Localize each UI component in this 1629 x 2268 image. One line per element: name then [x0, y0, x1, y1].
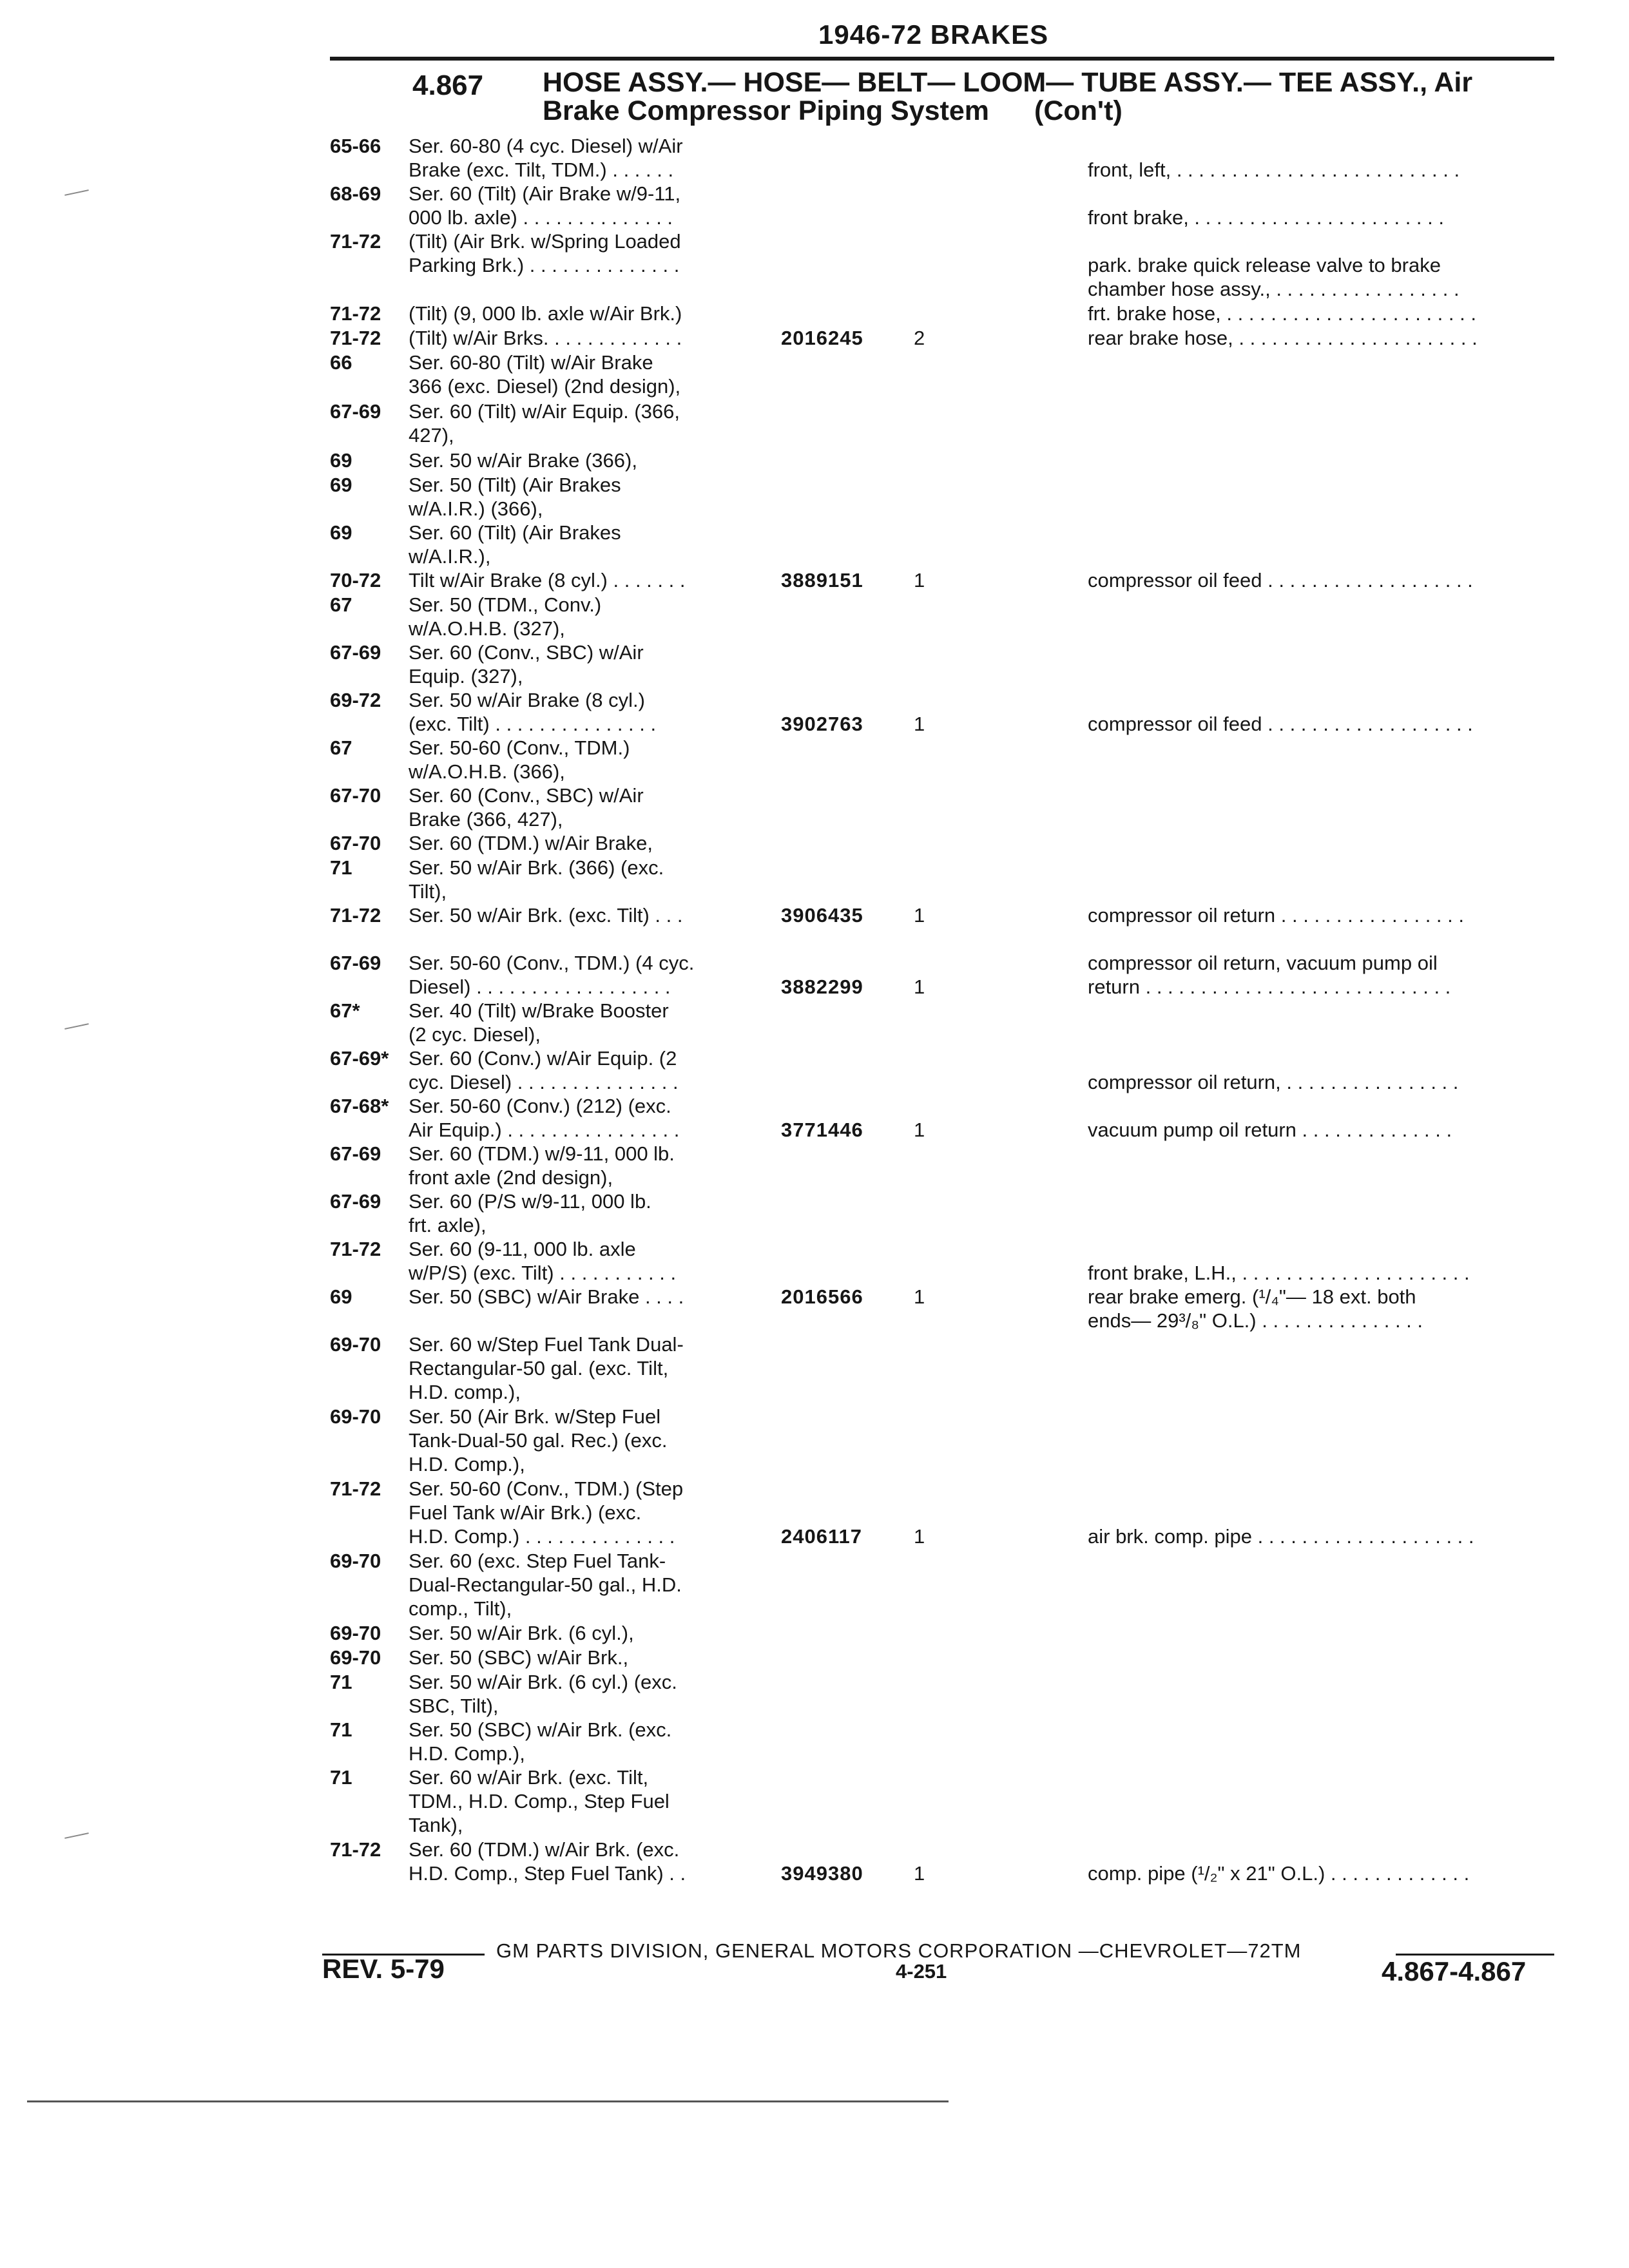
description-cell: Ser. 50 (Tilt) (Air Brakes w/A.I.R.) (366),: [409, 474, 621, 520]
description-cell: Ser. 60 (TDM.) w/9-11, 000 lb. front axle (2nd design),: [409, 1142, 675, 1189]
part-number-cell: 2016566: [781, 1285, 863, 1308]
part-number-cell: 3902763: [781, 713, 863, 735]
year-cell: 69: [330, 1285, 352, 1308]
description-cell: Tilt w/Air Brake (8 cyl.) . . . . . . .: [409, 569, 686, 591]
description-cell: Ser. 60-80 (4 cyc. Diesel) w/Air Brake (exc. Tilt, TDM.) . . . . . .: [409, 135, 683, 181]
description-cell: Ser. 50-60 (Conv., TDM.) (4 cyc. Diesel) . . . . . . . . . . . . . . . . . .: [409, 952, 695, 998]
remark-cell: frt. brake hose, . . . . . . . . . . . . . . . . . . . . . . .: [1088, 302, 1476, 325]
remark-cell: vacuum pump oil return . . . . . . . . . . . . . .: [1088, 1119, 1452, 1141]
year-cell: 67: [330, 736, 352, 759]
year-cell: 67-69: [330, 641, 381, 664]
description-cell: Ser. 50 w/Air Brk. (366) (exc. Tilt),: [409, 856, 664, 903]
year-cell: 69: [330, 521, 352, 544]
year-cell: 71-72: [330, 302, 381, 325]
year-cell: 67: [330, 593, 352, 616]
part-number-cell: 3906435: [781, 904, 863, 927]
description-cell: Ser. 50 (SBC) w/Air Brake . . . .: [409, 1285, 684, 1308]
description-cell: Ser. 60 (TDM.) w/Air Brk. (exc. H.D. Comp., Step Fuel Tank) . .: [409, 1838, 686, 1885]
year-cell: 71: [330, 1671, 352, 1693]
year-cell: 69-70: [330, 1333, 381, 1356]
year-cell: 71-72: [330, 230, 381, 253]
year-cell: 67-69*: [330, 1047, 389, 1070]
year-cell: 67-69: [330, 1190, 381, 1213]
remark-cell: rear brake emerg. (¹/₄"— 18 ext. both ends— 29³/₈" O.L.) . . . . . . . . . . . . . . .: [1088, 1285, 1423, 1332]
description-cell: Ser. 60 w/Step Fuel Tank Dual- Rectangular-50 gal. (exc. Tilt, H.D. comp.),: [409, 1333, 684, 1403]
remark-cell: compressor oil return, vacuum pump oil return . . . . . . . . . . . . . . . . . . . . . . . . . . . .: [1088, 952, 1451, 998]
year-cell: 69-70: [330, 1550, 381, 1572]
part-number-cell: 3882299: [781, 975, 863, 998]
year-cell: 71: [330, 1766, 352, 1789]
section-title: [543, 68, 1548, 125]
year-cell: 67-68*: [330, 1095, 389, 1117]
quantity-cell: 1: [914, 1862, 925, 1885]
quantity-cell: 1: [914, 904, 925, 927]
quantity-cell: 2: [914, 327, 925, 349]
footer-rule-right: [1396, 1954, 1554, 1956]
quantity-cell: 1: [914, 975, 925, 998]
remark-cell: compressor oil return . . . . . . . . . . . . . . . . .: [1088, 904, 1464, 927]
scan-edge-line: [27, 2100, 949, 2102]
remark-cell: compressor oil feed . . . . . . . . . . . . . . . . . . .: [1088, 569, 1473, 591]
quantity-cell: 1: [914, 1119, 925, 1141]
description-cell: Ser. 60 (Conv., SBC) w/Air Equip. (327),: [409, 641, 644, 687]
part-number-cell: 3889151: [781, 569, 863, 591]
quantity-cell: 1: [914, 1285, 925, 1308]
year-cell: 71-72: [330, 1838, 381, 1861]
quantity-cell: 1: [914, 569, 925, 591]
description-cell: Ser. 50-60 (Conv., TDM.) w/A.O.H.B. (366),: [409, 736, 630, 783]
part-number-cell: 2016245: [781, 327, 863, 349]
year-cell: 67-69: [330, 952, 381, 974]
remark-cell: compressor oil return, . . . . . . . . . . . . . . . .: [1088, 1071, 1459, 1093]
year-cell: 67-70: [330, 784, 381, 807]
description-cell: Ser. 50-60 (Conv.) (212) (exc. Air Equip.) . . . . . . . . . . . . . . . .: [409, 1095, 680, 1141]
year-cell: 69-70: [330, 1646, 381, 1669]
description-cell: Ser. 60 (Tilt) (Air Brake w/9-11, 000 lb. axle) . . . . . . . . . . . . . .: [409, 182, 681, 229]
year-cell: 69-70: [330, 1405, 381, 1428]
description-cell: Ser. 40 (Tilt) w/Brake Booster (2 cyc. Diesel),: [409, 999, 669, 1046]
quantity-cell: 1: [914, 713, 925, 735]
description-cell: Ser. 50 w/Air Brk. (6 cyl.) (exc. SBC, Tilt),: [409, 1671, 677, 1717]
remark-cell: compressor oil feed . . . . . . . . . . . . . . . . . . .: [1088, 713, 1473, 735]
description-cell: Ser. 60 (9-11, 000 lb. axle w/P/S) (exc. Tilt) . . . . . . . . . . .: [409, 1238, 677, 1284]
year-cell: 68-69: [330, 182, 381, 205]
description-cell: Ser. 50 (SBC) w/Air Brk. (exc. H.D. Comp.),: [409, 1718, 672, 1765]
description-cell: Ser. 60 (Tilt) (Air Brakes w/A.I.R.),: [409, 521, 621, 568]
year-cell: 67-70: [330, 832, 381, 854]
year-cell: 71-72: [330, 1477, 381, 1500]
section-reference: 4.867-4.867: [1382, 1956, 1527, 1986]
year-cell: 69-70: [330, 1622, 381, 1644]
year-cell: 71-72: [330, 904, 381, 927]
margin-mark: [64, 189, 89, 196]
description-cell: (Tilt) (9, 000 lb. axle w/Air Brk.): [409, 302, 682, 325]
year-cell: 71-72: [330, 327, 381, 349]
remark-cell: front brake, . . . . . . . . . . . . . . . . . . . . . . .: [1088, 206, 1444, 229]
description-cell: (Tilt) (Air Brk. w/Spring Loaded Parking Brk.) . . . . . . . . . . . . . .: [409, 230, 681, 276]
description-cell: Ser. 50-60 (Conv., TDM.) (Step Fuel Tank w/Air Brk.) (exc. H.D. Comp.) . . . . . . . . . . . . . .: [409, 1477, 684, 1548]
margin-mark: [64, 1832, 89, 1839]
year-cell: 67*: [330, 999, 360, 1022]
section-number: 4.867: [412, 70, 484, 101]
year-cell: 70-72: [330, 569, 381, 591]
part-number-cell: 3771446: [781, 1119, 863, 1141]
section-title-text: HOSE ASSY.— HOSE— BELT— LOOM— TUBE ASSY.— TEE ASSY., Air Brake Compressor Piping System: [543, 67, 1473, 126]
year-cell: 71: [330, 1718, 352, 1741]
description-cell: Ser. 50 w/Air Brk. (exc. Tilt) . . .: [409, 904, 683, 927]
quantity-cell: 1: [914, 1525, 925, 1548]
year-cell: 71-72: [330, 1238, 381, 1260]
description-cell: Ser. 60 (Conv., SBC) w/Air Brake (366, 427),: [409, 784, 644, 831]
page-number: 4-251: [896, 1960, 947, 1983]
page-header: 1946-72 BRAKES: [818, 19, 1049, 50]
year-cell: 67-69: [330, 400, 381, 423]
remark-cell: rear brake hose, . . . . . . . . . . . . . . . . . . . . . .: [1088, 327, 1478, 349]
year-cell: 69: [330, 449, 352, 472]
description-cell: Ser. 50 (Air Brk. w/Step Fuel Tank-Dual-50 gal. Rec.) (exc. H.D. Comp.),: [409, 1405, 668, 1475]
description-cell: Ser. 60 (Tilt) w/Air Equip. (366, 427),: [409, 400, 680, 447]
description-cell: Ser. 60-80 (Tilt) w/Air Brake 366 (exc. Diesel) (2nd design),: [409, 351, 681, 398]
description-cell: Ser. 50 (TDM., Conv.) w/A.O.H.B. (327),: [409, 593, 602, 640]
section-continued: (Con't): [1034, 95, 1123, 126]
margin-mark: [64, 1023, 89, 1030]
description-cell: Ser. 50 w/Air Brake (8 cyl.) (exc. Tilt) . . . . . . . . . . . . . . .: [409, 689, 657, 735]
part-number-cell: 3949380: [781, 1862, 863, 1885]
year-cell: 65-66: [330, 135, 381, 157]
remark-cell: air brk. comp. pipe . . . . . . . . . . . . . . . . . . . .: [1088, 1525, 1474, 1548]
header-rule: [330, 57, 1554, 61]
remark-cell: comp. pipe (¹/₂" x 21" O.L.) . . . . . . . . . . . . .: [1088, 1862, 1470, 1885]
description-cell: Ser. 50 w/Air Brake (366),: [409, 449, 637, 472]
year-cell: 67-69: [330, 1142, 381, 1165]
year-cell: 69-72: [330, 689, 381, 711]
remark-cell: front brake, L.H., . . . . . . . . . . . . . . . . . . . . .: [1088, 1262, 1470, 1284]
year-cell: 71: [330, 856, 352, 879]
footer-corporation: GM PARTS DIVISION, GENERAL MOTORS CORPORATION —CHEVROLET—72TM: [496, 1939, 1302, 1962]
year-cell: 69: [330, 474, 352, 496]
part-number-cell: 2406117: [781, 1525, 862, 1548]
year-cell: 66: [330, 351, 352, 374]
remark-cell: park. brake quick release valve to brake chamber hose assy., . . . . . . . . . . . . . . . . .: [1088, 254, 1460, 300]
remark-cell: front, left, . . . . . . . . . . . . . . . . . . . . . . . . . .: [1088, 159, 1460, 181]
description-cell: Ser. 50 w/Air Brk. (6 cyl.),: [409, 1622, 634, 1644]
description-cell: Ser. 60 (P/S w/9-11, 000 lb. frt. axle),: [409, 1190, 651, 1236]
description-cell: (Tilt) w/Air Brks. . . . . . . . . . . . .: [409, 327, 682, 349]
description-cell: Ser. 60 (Conv.) w/Air Equip. (2 cyc. Diesel) . . . . . . . . . . . . . . .: [409, 1047, 679, 1093]
description-cell: Ser. 60 (exc. Step Fuel Tank- Dual-Rectangular-50 gal., H.D. comp., Tilt),: [409, 1550, 682, 1620]
revision-label: REV. 5-79: [322, 1954, 445, 1984]
description-cell: Ser. 60 (TDM.) w/Air Brake,: [409, 832, 653, 854]
description-cell: Ser. 50 (SBC) w/Air Brk.,: [409, 1646, 629, 1669]
description-cell: Ser. 60 w/Air Brk. (exc. Tilt, TDM., H.D. Comp., Step Fuel Tank),: [409, 1766, 670, 1836]
